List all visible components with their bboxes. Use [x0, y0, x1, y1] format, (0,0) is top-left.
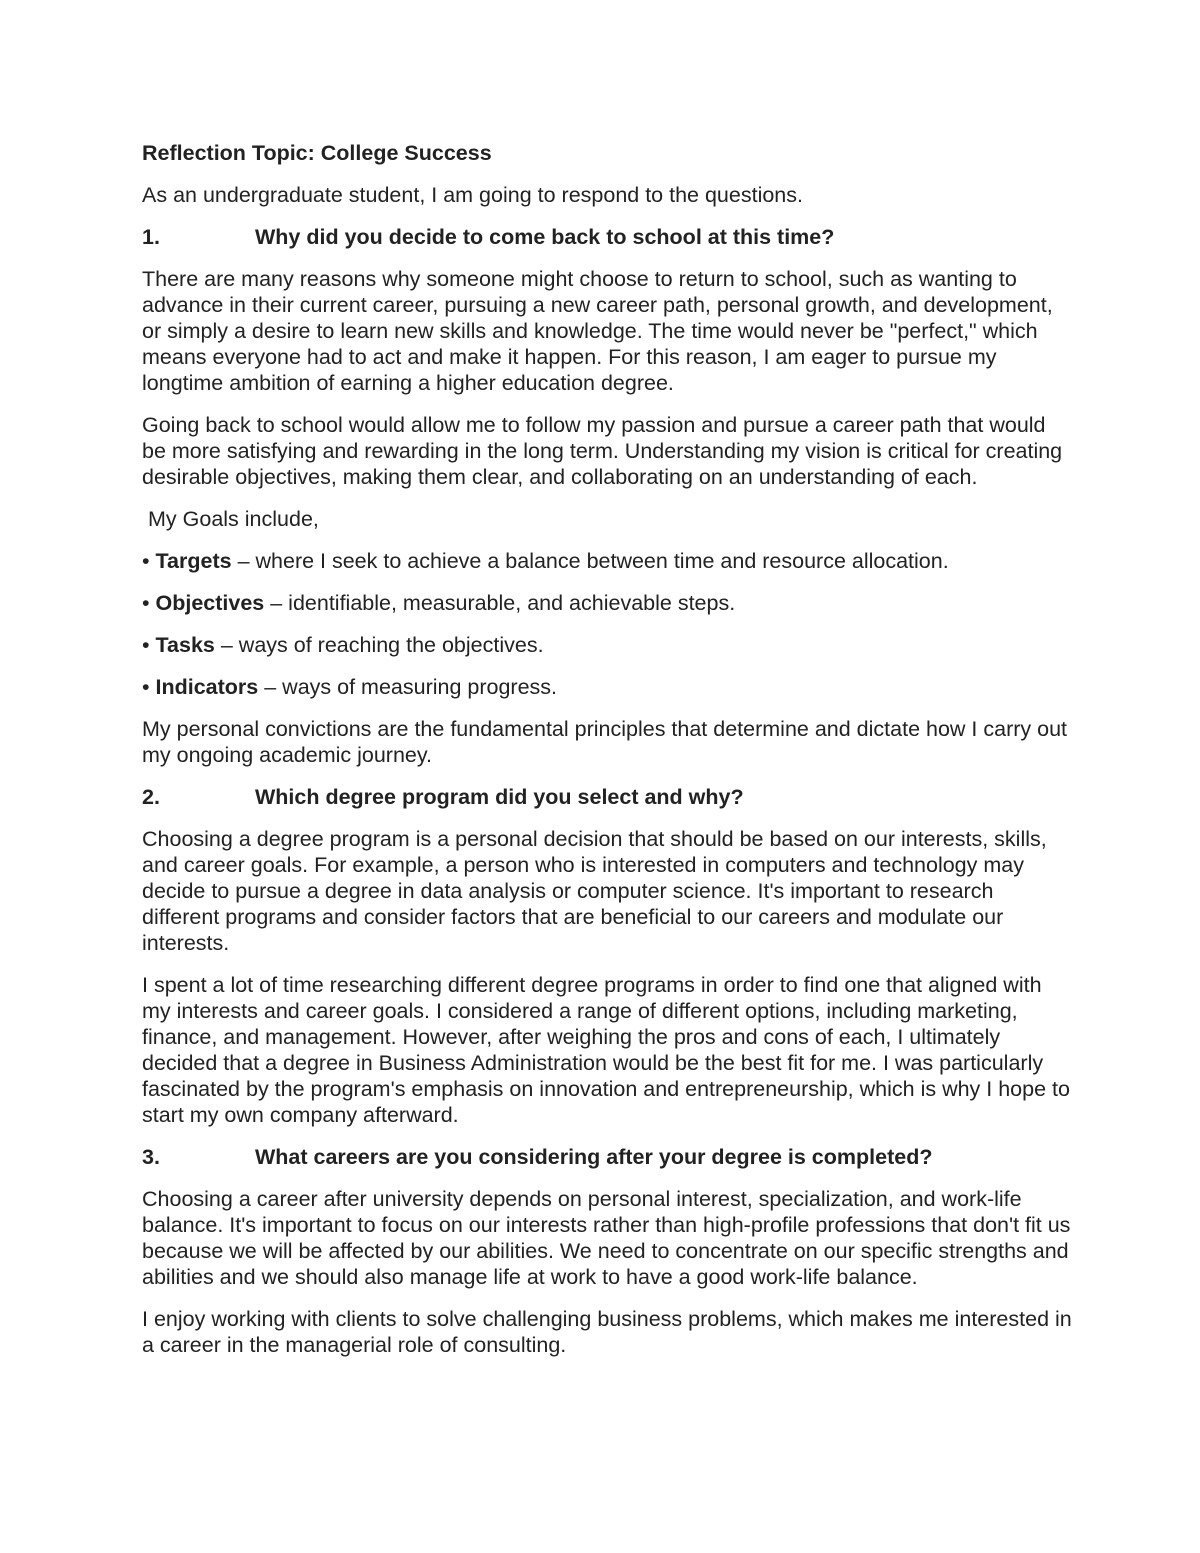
body-paragraph: Choosing a degree program is a personal decision that should be based on our interests, skills, and career goals. For example, a person who is interested in computers and technology may decide to pursue a degree in data analysis or computer science. It's important to research different programs and consider factors that are beneficial to our careers and modulate our interests. — [142, 827, 1047, 955]
question-text: Why did you decide to come back to school at this time? — [255, 225, 835, 249]
goal-item — [142, 590, 1072, 616]
question-heading-2 — [142, 784, 1072, 810]
goals-intro: My Goals include, — [148, 507, 319, 531]
document-page — [142, 140, 1072, 1374]
body-paragraph: I enjoy working with clients to solve challenging business problems, which makes me interested in a career in the managerial role of consulting. — [142, 1307, 1072, 1357]
question-heading-1 — [142, 224, 1072, 250]
body-paragraph: There are many reasons why someone might choose to return to school, such as wanting to advance in their current career, pursuing a new career path, personal growth, and development, or simply a desire to learn new skills and knowledge. The time would never be "perfect," which means everyone had to act and make it happen. For this reason, I am eager to pursue my longtime ambition of earning a higher education degree. — [142, 267, 1053, 395]
goal-description: – where I seek to achieve a balance between time and resource allocation. — [231, 549, 949, 573]
question-number: 2. — [142, 785, 160, 809]
body-paragraph: Going back to school would allow me to follow my passion and pursue a career path that would be more satisfying and rewarding in the long term. Understanding my vision is critical for creating desirable objectives, making them clear, and collaborating on an understanding of each. — [142, 413, 1063, 489]
body-paragraph: My personal convictions are the fundamental principles that determine and dictate how I carry out my ongoing academic journey. — [142, 717, 1067, 767]
question-text: Which degree program did you select and why? — [255, 785, 744, 809]
goal-term: Objectives — [155, 591, 265, 615]
goal-item — [142, 548, 1072, 574]
goal-item — [142, 632, 1072, 658]
bullet-glyph: • — [142, 549, 150, 573]
bullet-glyph: • — [142, 675, 150, 699]
body-paragraph: Choosing a career after university depends on personal interest, specialization, and work-life balance. It's important to focus on our interests rather than high-profile professions that don't fit us because we will be affected by our abilities. We need to concentrate on our specific strengths and abilities and we should also manage life at work to have a good work-life balance. — [142, 1187, 1071, 1289]
question-number: 3. — [142, 1145, 160, 1169]
goal-description: – identifiable, measurable, and achievable steps. — [264, 591, 736, 615]
bullet-glyph: • — [142, 633, 150, 657]
body-paragraph: I spent a lot of time researching different degree programs in order to find one that aligned with my interests and career goals. I considered a range of different options, including marketing, finance, and management. However, after weighing the pros and cons of each, I ultimately decided that a degree in Business Administration would be the best fit for me. I was particularly fascinated by the program's emphasis on innovation and entrepreneurship, which is why I hope to start my own company afterward. — [142, 973, 1070, 1127]
question-number: 1. — [142, 225, 160, 249]
question-text: What careers are you considering after your degree is completed? — [255, 1145, 933, 1169]
question-heading-3 — [142, 1144, 1072, 1170]
bullet-glyph: • — [142, 591, 150, 615]
document-title: Reflection Topic: College Success — [142, 141, 492, 165]
goal-description: – ways of reaching the objectives. — [214, 633, 544, 657]
intro-paragraph: As an undergraduate student, I am going to respond to the questions. — [142, 183, 803, 207]
goal-term: Tasks — [155, 633, 215, 657]
goal-item — [142, 674, 1072, 700]
goal-term: Indicators — [155, 675, 259, 699]
goal-description: – ways of measuring progress. — [258, 675, 558, 699]
goal-term: Targets — [155, 549, 232, 573]
